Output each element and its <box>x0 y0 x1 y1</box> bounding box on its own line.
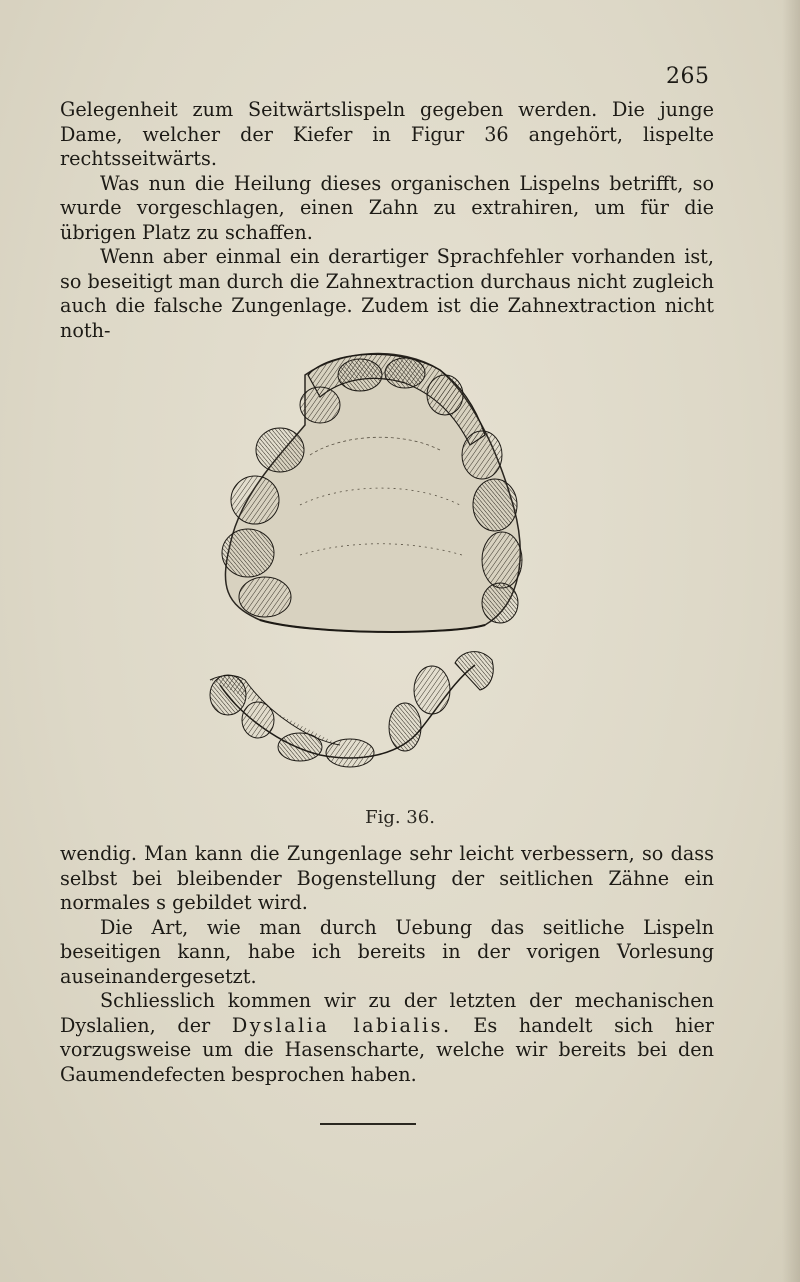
upper-jaw <box>222 354 522 632</box>
page-number: 265 <box>666 64 710 89</box>
figure-caption: Fig. 36. <box>365 807 435 828</box>
paragraph-6-start: Schliesslich kommen wir zu der letzten der mechanischen Dyslalien, der <box>60 989 714 1037</box>
footer-rule <box>320 1123 416 1125</box>
text-block-bottom <box>60 842 714 1087</box>
paragraph-5: Die Art, wie man durch Uebung das seitliche Lispeln beseitigen kann, habe ich bereits in der vorigen Vorlesung auseinandergesetzt. <box>60 915 714 988</box>
paragraph-4: wendig. Man kann die Zungenlage sehr leicht verbessern, so dass selbst bei bleibender Bogenstellung der seitlichen Zähne ein normales s gebildet wird. <box>60 842 714 914</box>
term-dyslalia-labialis: Dyslalia labialis. <box>231 1013 452 1037</box>
paragraph-3: Wenn aber einmal ein derartiger Sprachfehler vorhanden ist, so beseitigt man durch die Zahnextraction durchaus nicht zugleich auch die falsche Zungenlage. Zudem ist die Zahnextraction nicht noth- <box>60 245 714 342</box>
paragraph-6-end: Es handelt sich hier vorzugsweise um die Hasenscharte, welche wir bereits bei den Gaumendefecten besprochen haben. <box>60 1013 714 1086</box>
jaw-illustration <box>200 335 560 805</box>
paragraph-1: Gelegenheit zum Seitwärtslispeln gegeben werden. Die junge Dame, welcher der Kiefer in Figur 36 angehört, lispelte rechtsseitwärts. <box>60 98 714 170</box>
paragraph-6 <box>60 989 714 1087</box>
page-edge-shadow <box>782 0 800 1282</box>
paragraph-2: Was nun die Heilung dieses organischen Lispelns betrifft, so wurde vorgeschlagen, einen Zahn zu extrahiren, um für die übrigen Platz zu schaffen. <box>60 171 714 244</box>
text-block-top <box>60 98 714 343</box>
lower-jaw <box>210 652 493 767</box>
